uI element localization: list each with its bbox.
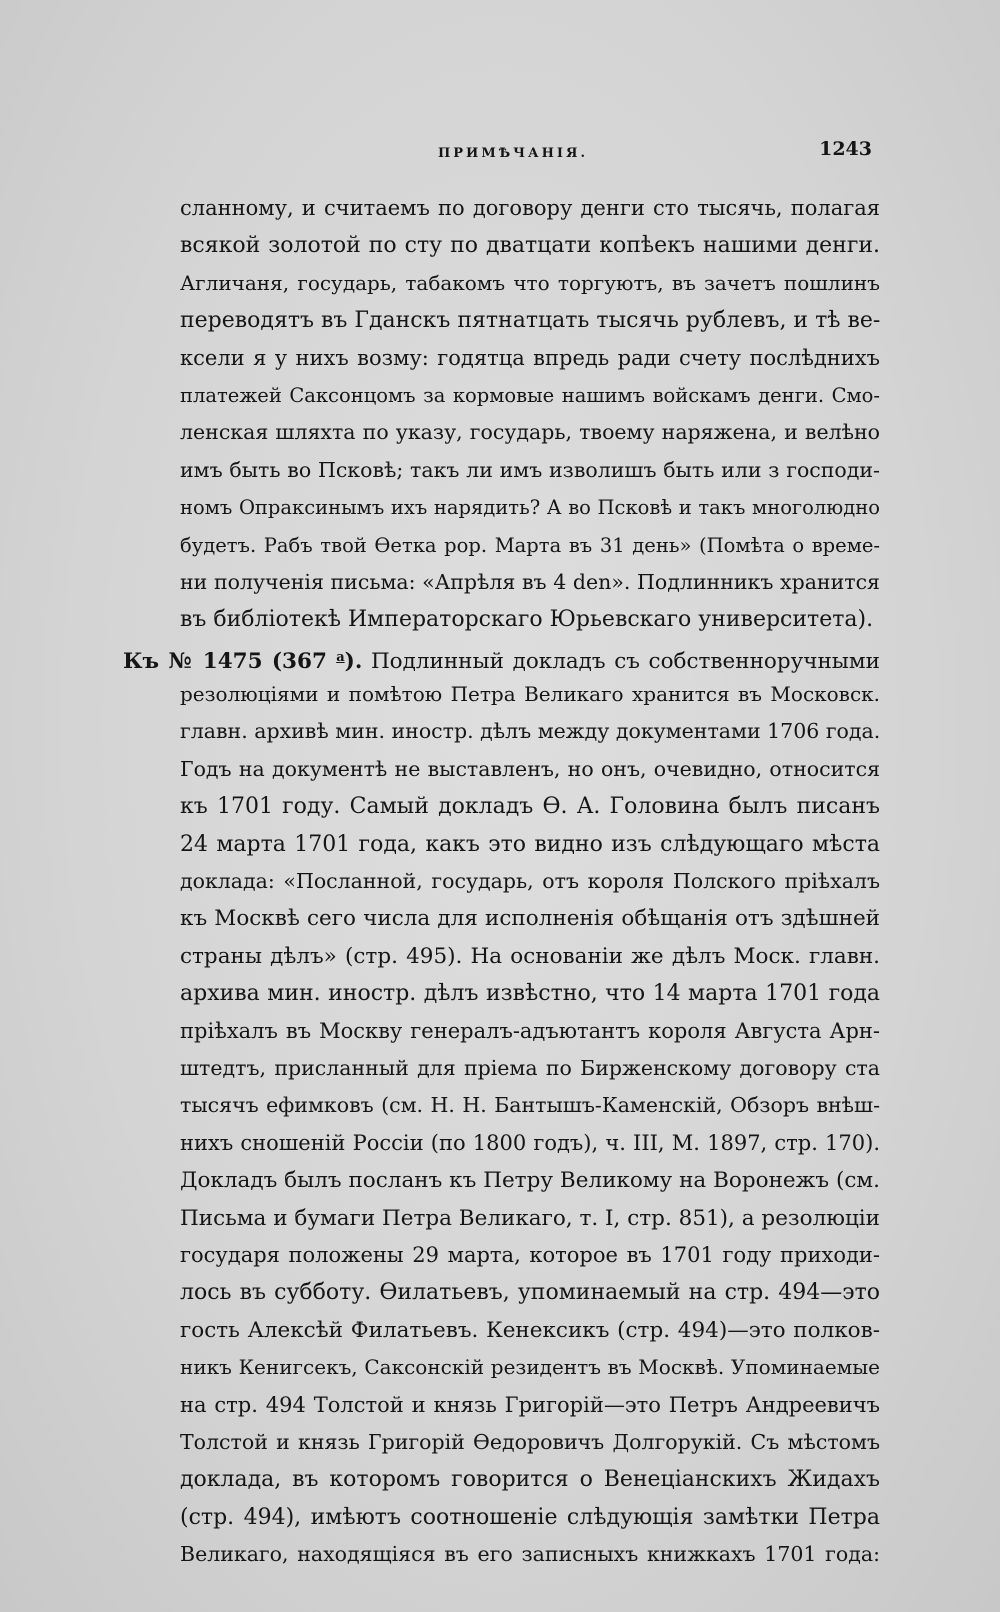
running-head <box>180 138 880 172</box>
text-line: сланному, и считаемъ по договору денги сто тысячь, полагая <box>180 196 880 220</box>
text-line: Письма и бумаги Петра Великаго, т. I, стр. 851), а резолюціи <box>180 1205 880 1231</box>
page-number: 1243 <box>819 138 872 160</box>
text-line: Толстой и князь Григорій Ѳедоровичъ Долгорукій. Съ мѣстомъ <box>180 1429 880 1454</box>
text-line: резолюціями и помѣтою Петра Великаго хранится въ Московск. <box>180 682 880 707</box>
text-line: доклада, въ которомъ говорится о Венеціанскихъ Жидахъ <box>180 1467 880 1493</box>
text-line: никъ Кенигсекъ, Саксонскій резидентъ въ Москвѣ. Упоминаемые <box>180 1355 880 1380</box>
text-line: ленская шляхта по указу, государь, твоему наряжена, и велѣно <box>180 420 880 445</box>
text-line: главн. архивѣ мин. иностр. дѣлъ между документами 1706 года. <box>180 719 880 744</box>
text-line: переводятъ въ Гданскъ пятнатцать тысячь рублевъ, и тѣ ве- <box>180 308 880 334</box>
text-line: Докладъ былъ посланъ къ Петру Великому на Воронежъ (см. <box>180 1168 880 1194</box>
text-line: штедтъ, присланный для пріема по Бирженскому договору ста <box>180 1055 880 1080</box>
text-line: ни полученія письма: «Апрѣля въ 4 den». Подлинникъ хранится <box>180 569 880 594</box>
text-line: нихъ сношеній Россіи (по 1800 годъ), ч. III, М. 1897, стр. 170). <box>180 1130 880 1155</box>
text-line: гость Алексѣй Филатьевъ. Кенексикъ (стр. 494)—это полков- <box>180 1317 880 1343</box>
text-line: всякой золотой по сту по дватцати копѣекъ нашими денги. <box>180 233 880 259</box>
entry-heading <box>123 649 362 674</box>
text-line: пріѣхалъ въ Москву генералъ-адъютантъ короля Августа Арн- <box>180 1018 880 1043</box>
text-line: 24 марта 1701 года, какъ это видно изъ слѣдующаго мѣста <box>180 831 880 857</box>
text-line: къ 1701 году. Самый докладъ Ѳ. А. Головина былъ писанъ <box>180 794 880 820</box>
text-line: Агличаня, государь, табакомъ что торгуютъ, въ зачетъ пошлинъ <box>180 270 880 295</box>
entry-heading-close: ). <box>344 648 363 674</box>
text-line: платежей Саксонцомъ за кормовые нашимъ войскамъ денги. Смо- <box>180 383 880 407</box>
text-line: лось въ субботу. Ѳилатьевъ, упоминаемый на стр. 494—это <box>180 1280 880 1306</box>
entry-heading-number: Къ № 1475 (367 <box>123 648 327 674</box>
entry-heading-superscript: а <box>336 649 345 665</box>
text-line: Годъ на документѣ не выставленъ, но онъ, очевидно, относится <box>180 756 880 781</box>
text-line: ксели я у нихъ возму: годятца впредь ради счету послѣднихъ <box>180 345 880 370</box>
running-head-title: ПРИМѢЧАНІЯ. <box>438 146 588 161</box>
text-line: въ библіотекѣ Императорскаго Юрьевскаго университета). <box>180 607 874 633</box>
text-line: доклада: «Посланной, государь, отъ короля Полского пріѣхалъ <box>180 869 880 894</box>
body-text <box>123 190 880 1573</box>
text-line: номъ Опраксинымъ ихъ нарядить? А во Псковѣ и такъ многолюдно <box>180 496 880 520</box>
text-line: будетъ. Рабъ твой Ѳетка рор. Марта въ 31 день» (Помѣта о време- <box>180 533 880 557</box>
text-line: къ Москвѣ сего числа для исполненія обѣщанія отъ здѣшней <box>180 906 880 932</box>
text-line: имъ быть во Псковѣ; такъ ли имъ изволишъ быть или з господи- <box>180 457 880 482</box>
entry-first-line-text: Подлинный докладъ съ собственноручными <box>370 648 880 674</box>
text-line: Великаго, находящіяся въ его записныхъ книжкахъ 1701 года: <box>180 1542 880 1567</box>
entry-first-line <box>123 639 880 676</box>
text-line: страны дѣлъ» (стр. 495). На основаніи же дѣлъ Моск. главн. <box>180 943 880 969</box>
text-line: архива мин. иностр. дѣлъ извѣстно, что 14 марта 1701 года <box>180 981 880 1007</box>
text-line: тысячъ ефимковъ (см. Н. Н. Бантышъ-Каменскій, Обзоръ внѣш- <box>180 1093 880 1118</box>
text-line: (стр. 494), имѣютъ соотношеніе слѣдующія замѣтки Петра <box>180 1504 880 1530</box>
text-line: государя положены 29 марта, которое въ 1701 году приходи- <box>180 1242 880 1267</box>
text-line: на стр. 494 Толстой и князь Григорій—это Петръ Андреевичъ <box>180 1392 880 1417</box>
